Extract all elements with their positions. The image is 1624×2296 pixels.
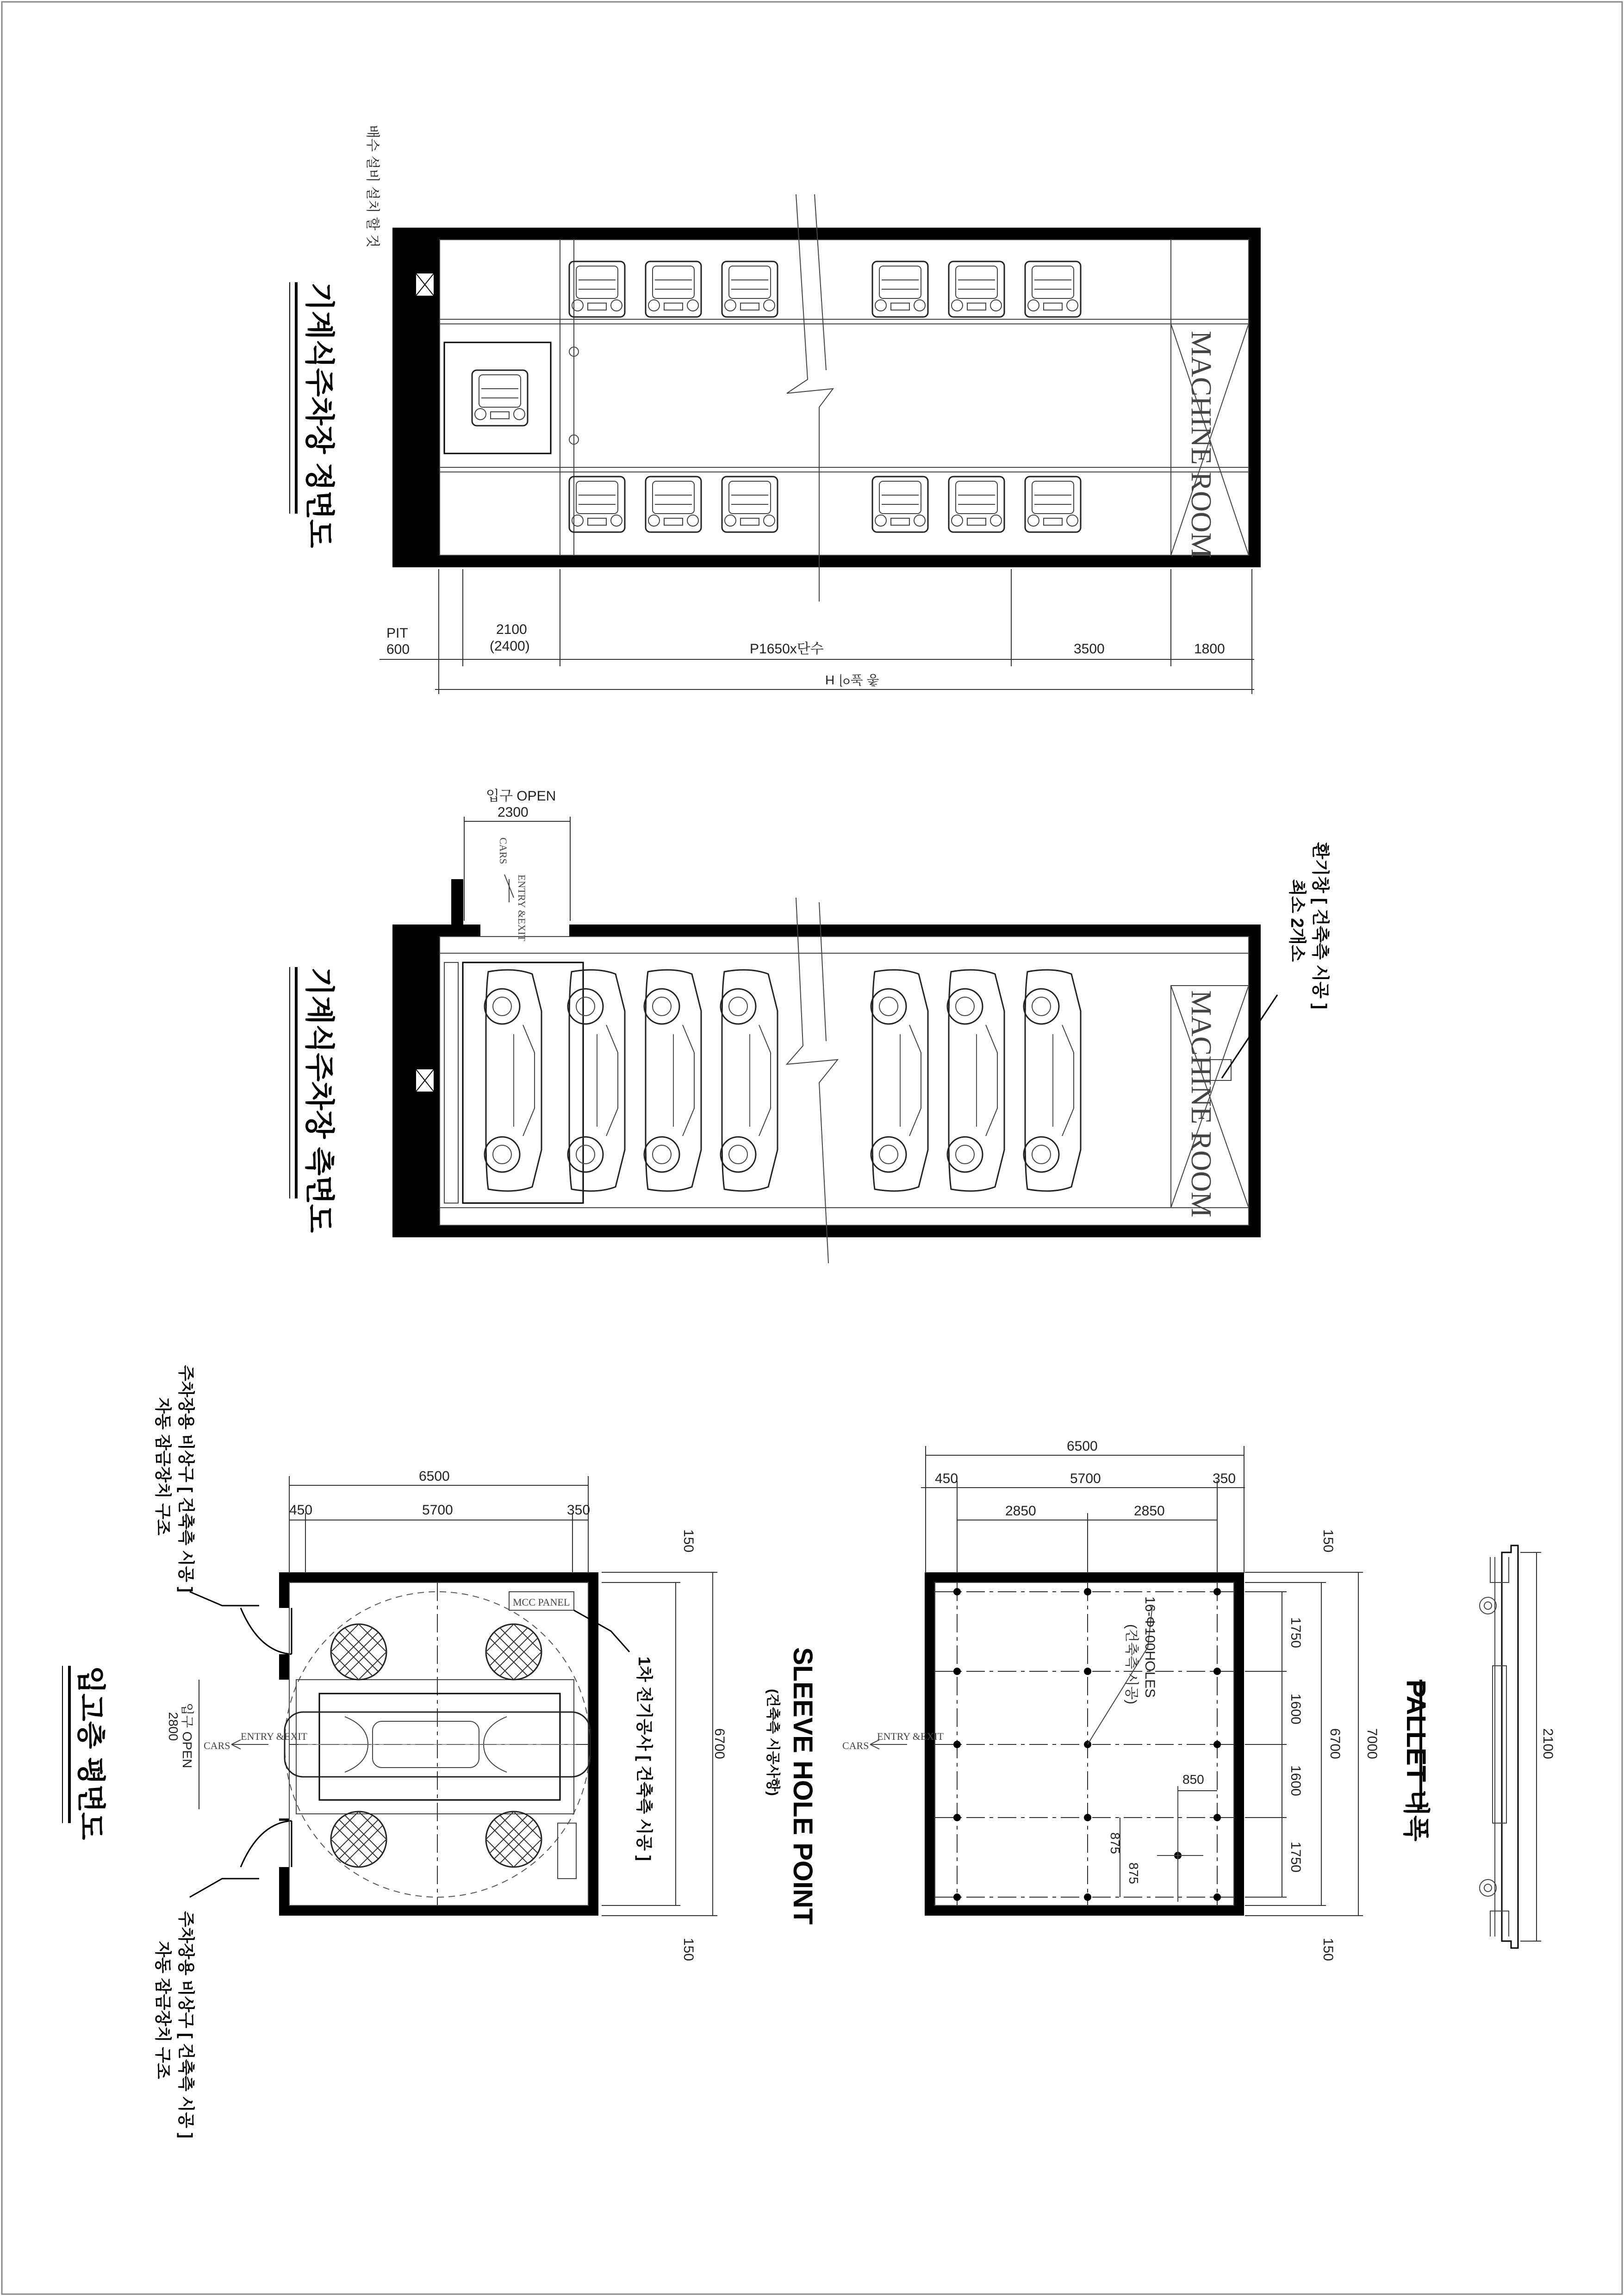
mcc-panel-label: MCC PANEL: [513, 1596, 570, 1608]
electric-work-note: 1차 전기공사 [ 건축측 시공 ]: [635, 1657, 654, 1861]
emergency-exit-note-top-1: 주차장용 비상구 [ 건축측 시공 ]: [177, 1365, 196, 1593]
sleeve-dim-450: 450: [935, 1471, 958, 1486]
sleeve-dim-2850b: 2850: [1134, 1503, 1165, 1519]
sleeve-cars-label: CARS: [842, 1740, 869, 1751]
sleeve-hole-plan: [765, 1439, 1380, 1961]
sleeve-dim-150-bot: 150: [1320, 1938, 1336, 1961]
sleeve-dim-2850a: 2850: [1005, 1503, 1036, 1519]
sleeve-hole-title: SLEEVE HOLE POINT: [788, 1647, 818, 1925]
dim-pitch: P1650x단수: [750, 641, 824, 657]
plan-dim-5700: 5700: [422, 1502, 453, 1518]
plan-dim-350: 350: [567, 1502, 591, 1518]
sleeve-dim-1600a: 1600: [1288, 1694, 1303, 1725]
front-machine-room-label: MACHINE ROOM: [1185, 331, 1217, 558]
side-elevation-view: [290, 788, 1330, 1263]
dim-3500: 3500: [1074, 641, 1105, 657]
sleeve-dim-350: 350: [1213, 1471, 1236, 1486]
plan-open-value: 2800: [166, 1712, 180, 1741]
dim-2400: (2400): [490, 639, 530, 654]
plan-open-label: 입구 OPEN: [180, 1703, 194, 1769]
sleeve-hole-subtitle: (건축측 시공사항): [765, 1689, 780, 1796]
dim-total-height: 총 높이 H: [825, 673, 879, 687]
plan-dim-450: 450: [289, 1502, 313, 1518]
drainage-note: 배수 설비 설치 할 것: [365, 125, 380, 248]
sleeve-holes-note-1: 16-Φ100HOLES: [1142, 1596, 1157, 1698]
vent-note-line2: 최소 2개소: [1287, 879, 1307, 962]
emergency-exit-note-top-2: 자동 잠금장치 구조: [154, 1397, 173, 1536]
sleeve-dim-875a: 875: [1108, 1832, 1122, 1854]
plan-dim-6500: 6500: [419, 1469, 450, 1484]
plan-dim-6700: 6700: [712, 1728, 727, 1759]
side-cars-label: CARS: [498, 838, 509, 864]
sleeve-dim-1600b: 1600: [1288, 1765, 1303, 1796]
vent-note-line1: 환기창 [ 건축측 시공 ]: [1310, 842, 1330, 1010]
plan-dim-150-bot: 150: [681, 1938, 696, 1961]
sheet-border: [2, 2, 1622, 2294]
sleeve-dim-150-top: 150: [1320, 1529, 1336, 1553]
dim-pit-value: 600: [386, 642, 410, 657]
side-entry-exit-label: ENTRY &EXIT: [516, 875, 528, 941]
sleeve-dim-875b: 875: [1126, 1862, 1141, 1884]
pallet-width-value: 2100: [1540, 1728, 1556, 1759]
plan-cars-label: CARS: [204, 1740, 230, 1751]
sleeve-dim-5700: 5700: [1070, 1471, 1101, 1486]
floor-plan-title: 입고층 평면도: [75, 1666, 106, 1840]
sleeve-entry-exit-label: ENTRY &EXIT: [877, 1731, 944, 1742]
sleeve-dim-6500: 6500: [1067, 1439, 1098, 1454]
dim-2100: 2100: [496, 622, 527, 637]
sleeve-holes-note-2: (건축측 시공): [1124, 1624, 1139, 1705]
front-view-title: 기계식주차장 정면도: [303, 282, 336, 548]
side-machine-room-label: MACHINE ROOM: [1185, 990, 1217, 1217]
side-door-open-label: 입구 OPEN: [486, 788, 556, 804]
dim-1800: 1800: [1194, 641, 1225, 657]
entry-floor-plan: [62, 1365, 727, 2138]
front-elevation-view: [290, 125, 1261, 694]
side-view-title: 기계식주차장 측면도: [303, 967, 336, 1233]
sleeve-dim-6700: 6700: [1327, 1728, 1343, 1759]
emergency-exit-note-bot-1: 주차장용 비상구 [ 건축측 시공 ]: [177, 1911, 196, 2139]
sleeve-dim-1750a: 1750: [1288, 1617, 1303, 1648]
front-dimension-chain: [380, 569, 1254, 694]
plan-entry-exit-label: ENTRY &EXIT: [241, 1731, 307, 1742]
emergency-exit-note-bot-2: 자동 잠금장치 구조: [154, 1941, 173, 2079]
side-door-open-value: 2300: [498, 805, 529, 820]
pallet-width-detail: [1401, 1545, 1556, 1948]
sleeve-dim-1750b: 1750: [1288, 1842, 1303, 1873]
plan-dim-150-top: 150: [681, 1529, 696, 1553]
dim-pit-label: PIT: [386, 626, 408, 641]
pallet-title: PALLET 내폭: [1401, 1680, 1431, 1842]
sleeve-dim-850: 850: [1182, 1772, 1204, 1787]
sleeve-dim-7000: 7000: [1364, 1728, 1380, 1759]
